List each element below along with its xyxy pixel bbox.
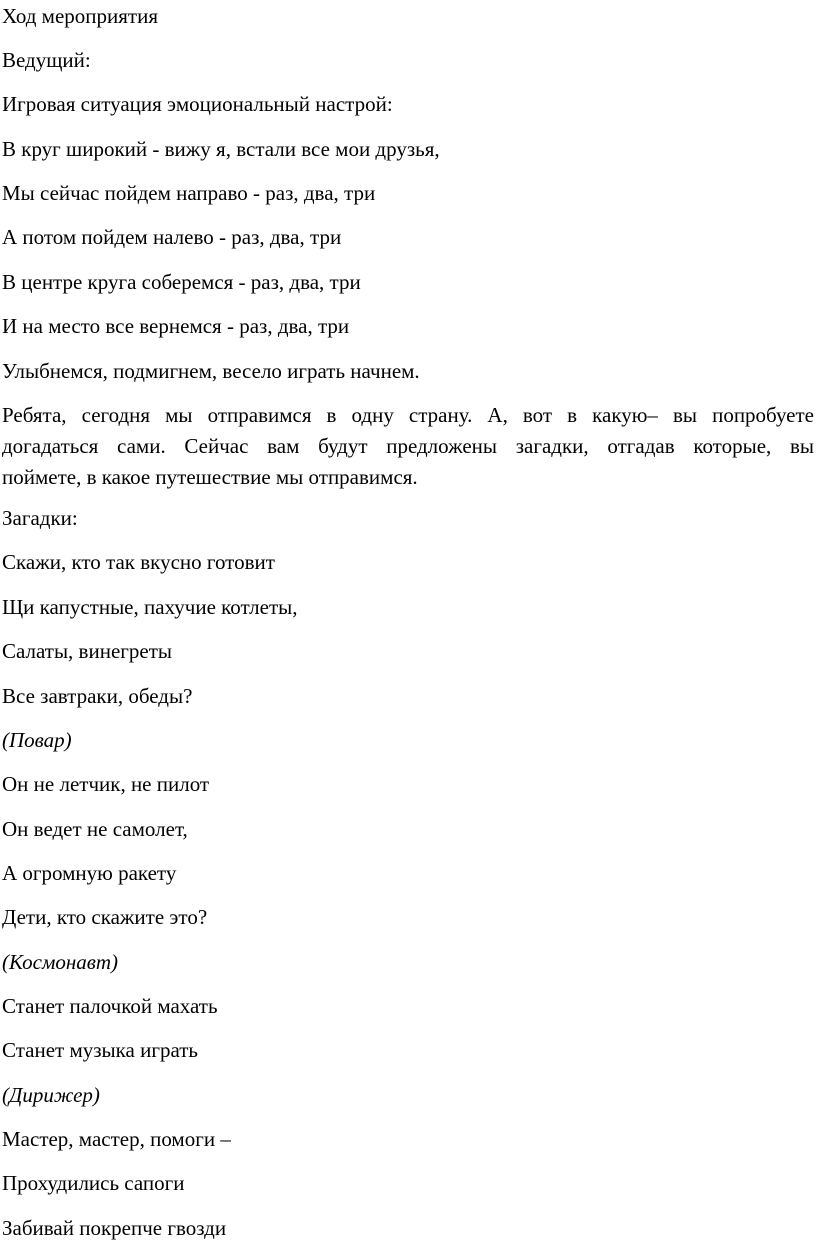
intro-paragraph: [2, 400, 814, 493]
poem-line: В центре круга соберемся - раз, два, три: [2, 270, 361, 294]
poem-line: В круг широкий - вижу я, встали все мои друзья,: [2, 137, 440, 161]
riddle-line: Салаты, винегреты: [2, 639, 172, 663]
riddle-answer: (Космонавт): [2, 950, 119, 974]
riddle-line: А огромную ракету: [2, 861, 177, 885]
paragraph-line: поймете, в какое путешествие мы отправимся.: [2, 465, 418, 489]
poem-line: Улыбнемся, подмигнем, весело играть начнем.: [2, 359, 420, 383]
poem-line: И на место все вернемся - раз, два, три: [2, 314, 350, 338]
riddle-line: Мастер, мастер, помоги –: [2, 1127, 231, 1151]
riddle-line: Все завтраки, обеды?: [2, 684, 193, 708]
riddle-line: Он ведет не самолет,: [2, 817, 188, 841]
riddle-line: Дети, кто скажите это?: [2, 905, 208, 929]
document-title: Ход мероприятия: [2, 4, 158, 28]
riddle-line: Скажи, кто так вкусно готовит: [2, 550, 275, 574]
riddle-answer: (Дирижер): [2, 1083, 100, 1107]
paragraph-line: Ребята, сегодня мы отправимся в одну страну. А, вот в какую– вы попробуете: [2, 403, 814, 427]
intro-label: Игровая ситуация эмоциональный настрой:: [2, 92, 393, 116]
speaker-label: Ведущий:: [2, 48, 91, 72]
riddle-line: Он не летчик, не пилот: [2, 772, 210, 796]
riddle-line: Забивай покрепче гвозди: [2, 1216, 227, 1240]
riddle-line: Щи капустные, пахучие котлеты,: [2, 595, 298, 619]
riddle-answer: (Повар): [2, 728, 72, 752]
poem-line: Мы сейчас пойдем направо - раз, два, три: [2, 181, 376, 205]
riddles-label: Загадки:: [2, 506, 78, 530]
paragraph-line: догадаться сами. Сейчас вам будут предложены загадки, отгадав которые, вы: [2, 434, 814, 458]
riddle-line: Станет палочкой махать: [2, 994, 218, 1018]
riddle-line: Станет музыка играть: [2, 1038, 199, 1062]
riddle-line: Прохудились сапоги: [2, 1171, 185, 1195]
poem-line: А потом пойдем налево - раз, два, три: [2, 225, 342, 249]
